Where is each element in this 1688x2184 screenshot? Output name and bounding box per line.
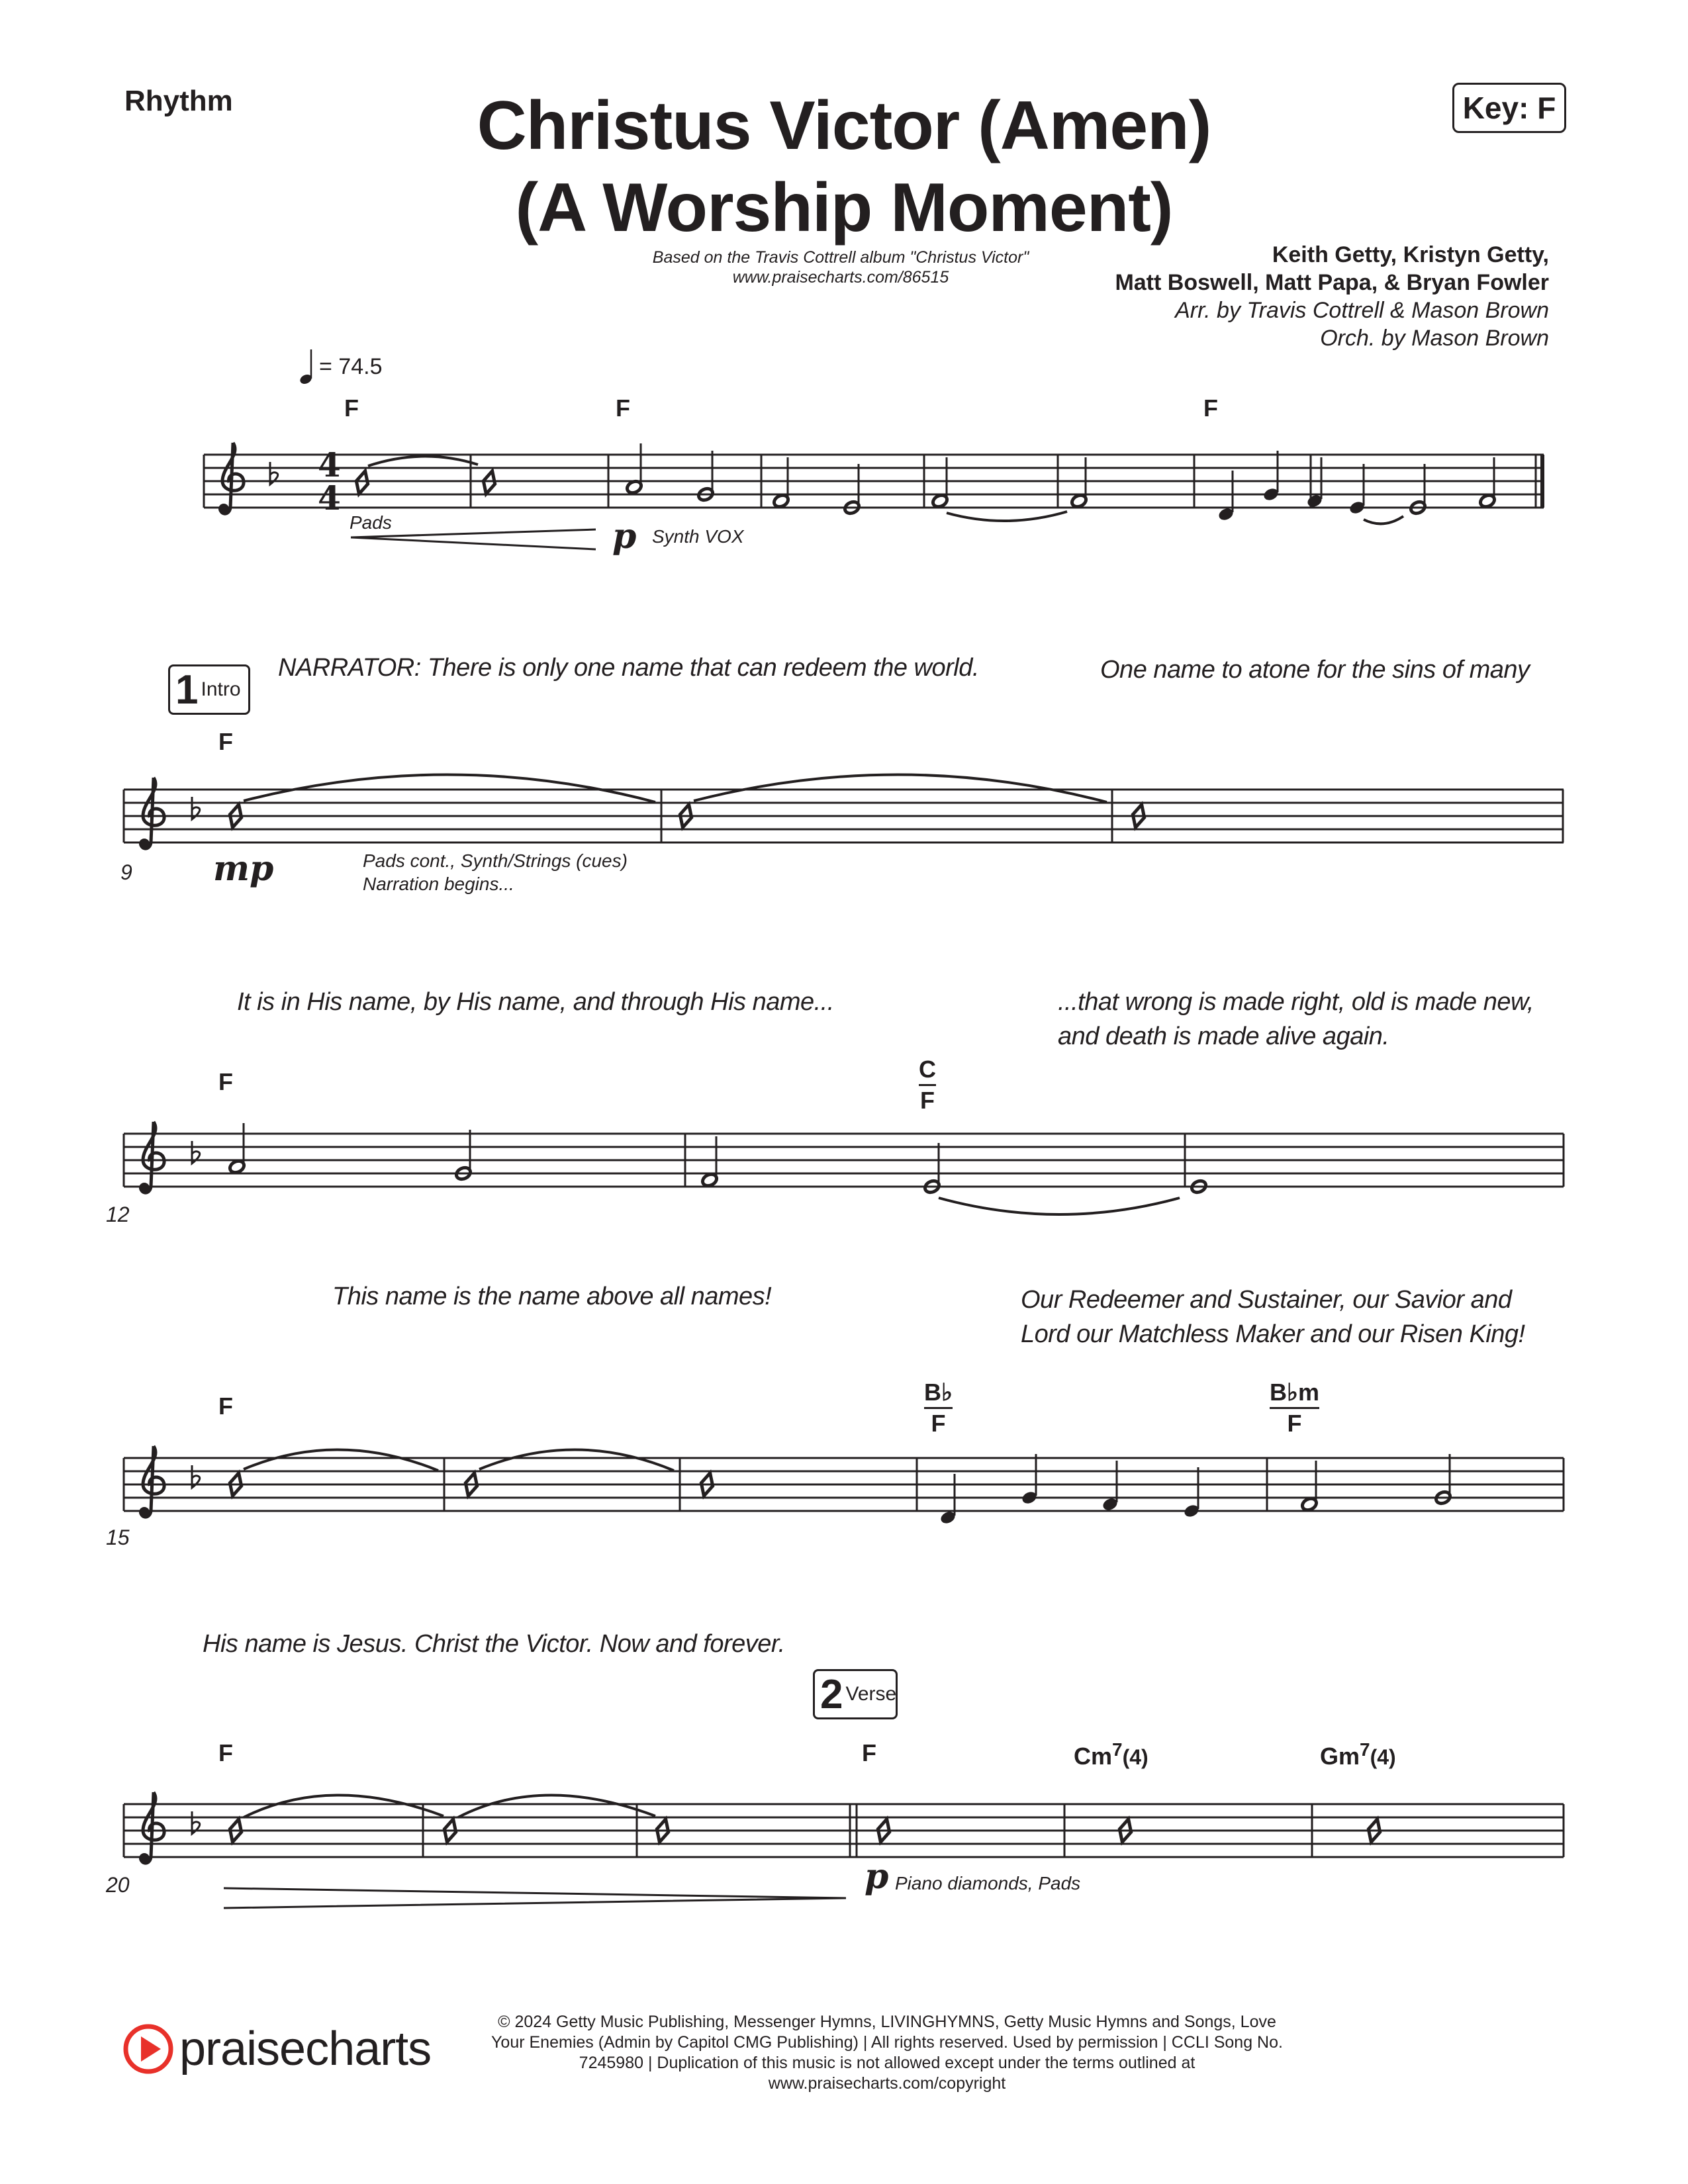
narration-text: It is in His name, by His name, and through His name... — [237, 988, 834, 1016]
key-label: Key: F — [1462, 91, 1556, 125]
chord-gm7-4: Gm$^7$(4) — [1320, 1739, 1396, 1770]
measure-number: 20 — [106, 1873, 130, 1897]
narration-text: ...that wrong is made right, old is made new, — [1058, 988, 1534, 1016]
rehearsal-mark-verse — [813, 1669, 898, 1719]
narration-text: Our Redeemer and Sustainer, our Savior and — [1021, 1286, 1512, 1314]
dynamic-marking: p — [612, 516, 637, 557]
rehearsal-section: Verse — [845, 1683, 897, 1705]
staff-system-4 — [124, 1458, 1564, 1511]
narration-text: Lord our Matchless Maker and our Risen King! — [1021, 1320, 1525, 1348]
part-label: Rhythm — [124, 85, 233, 117]
measure-number: 12 — [106, 1203, 130, 1226]
cue-text: Narration begins... — [363, 874, 514, 894]
praisecharts-logo[interactable] — [122, 2022, 431, 2076]
song-subtitle: (A Worship Moment) — [515, 169, 1173, 246]
copyright-line: 7245980 | Duplication of this music is not allowed except under the terms outlined at — [579, 2054, 1196, 2072]
chord-symbol: F — [218, 1392, 233, 1420]
chord-slash-bb-over-f: B♭ F — [924, 1379, 953, 1437]
song-url[interactable]: www.praisecharts.com/86515 — [732, 268, 949, 287]
narration-text: His name is Jesus. Christ the Victor. Now and forever. — [203, 1630, 785, 1658]
staff-system-3 — [124, 1134, 1564, 1187]
chord-symbol: F — [1203, 394, 1218, 422]
brand-name: praisecharts — [179, 2023, 432, 2075]
svg-text:4: 4 — [318, 445, 341, 484]
play-circle-icon — [122, 2023, 174, 2075]
chord-symbol: F — [218, 728, 233, 755]
chord-slash-c-over-f: C F — [919, 1056, 936, 1114]
song-title: Christus Victor (Amen) — [477, 87, 1211, 164]
chord-symbol: F — [218, 1739, 233, 1766]
rehearsal-number: 2 — [820, 1671, 843, 1717]
chord-cm7-4: Cm$^7$(4) — [1074, 1739, 1149, 1770]
narration-text: and death is made alive again. — [1058, 1023, 1389, 1050]
rehearsal-mark-intro — [168, 664, 250, 715]
chord-symbol: F — [218, 1068, 233, 1095]
chord-symbol: F — [616, 394, 630, 422]
chord-symbol: F — [862, 1739, 876, 1766]
staff-system-2 — [124, 790, 1564, 842]
svg-text:4: 4 — [318, 478, 341, 518]
measure-number: 15 — [106, 1525, 130, 1549]
chord-symbol: F — [344, 394, 359, 422]
narration-text: One name to atone for the sins of many — [1100, 656, 1530, 684]
cue-text: Pads — [350, 512, 392, 533]
narration-text: NARRATOR: There is only one name that can redeem the world. — [278, 654, 979, 682]
rehearsal-section: Intro — [201, 678, 241, 700]
chord-slash-bbm-over-f: B♭m F — [1270, 1379, 1319, 1437]
staff-system-1 — [204, 455, 1544, 508]
narration-text: This name is the name above all names! — [332, 1283, 772, 1310]
writers-line-2: Matt Boswell, Matt Papa, & Bryan Fowler — [1115, 270, 1549, 295]
dynamic-marking: p — [865, 1856, 889, 1897]
dynamic-marking: mp — [213, 848, 274, 889]
cue-text: Synth VOX — [652, 526, 744, 547]
writers-line-1: Keith Getty, Kristyn Getty, — [1272, 242, 1549, 267]
orchestrator: Orch. by Mason Brown — [1320, 326, 1549, 351]
copyright-link[interactable]: www.praisecharts.com/copyright — [768, 2074, 1006, 2093]
rehearsal-number: 1 — [175, 666, 199, 713]
cue-text: Pads cont., Synth/Strings (cues) — [363, 850, 628, 871]
cue-text: Piano diamonds, Pads — [895, 1873, 1081, 1893]
based-on-text: Based on the Travis Cottrell album "Christus Victor" — [652, 248, 1029, 267]
tempo-value: = 74.5 — [319, 353, 383, 379]
copyright-line: Your Enemies (Admin by Capitol CMG Publishing) | All rights reserved. Used by permission | CCLI Song No. — [491, 2033, 1283, 2052]
staff-system-5 — [124, 1804, 1564, 1857]
copyright-notice — [424, 2012, 1350, 2094]
measure-number: 9 — [120, 860, 132, 884]
copyright-line: © 2024 Getty Music Publishing, Messenger Hymns, LIVINGHYMNS, Getty Music Hymns and Songs, Love — [498, 2013, 1276, 2031]
arranger: Arr. by Travis Cottrell & Mason Brown — [1175, 298, 1549, 323]
